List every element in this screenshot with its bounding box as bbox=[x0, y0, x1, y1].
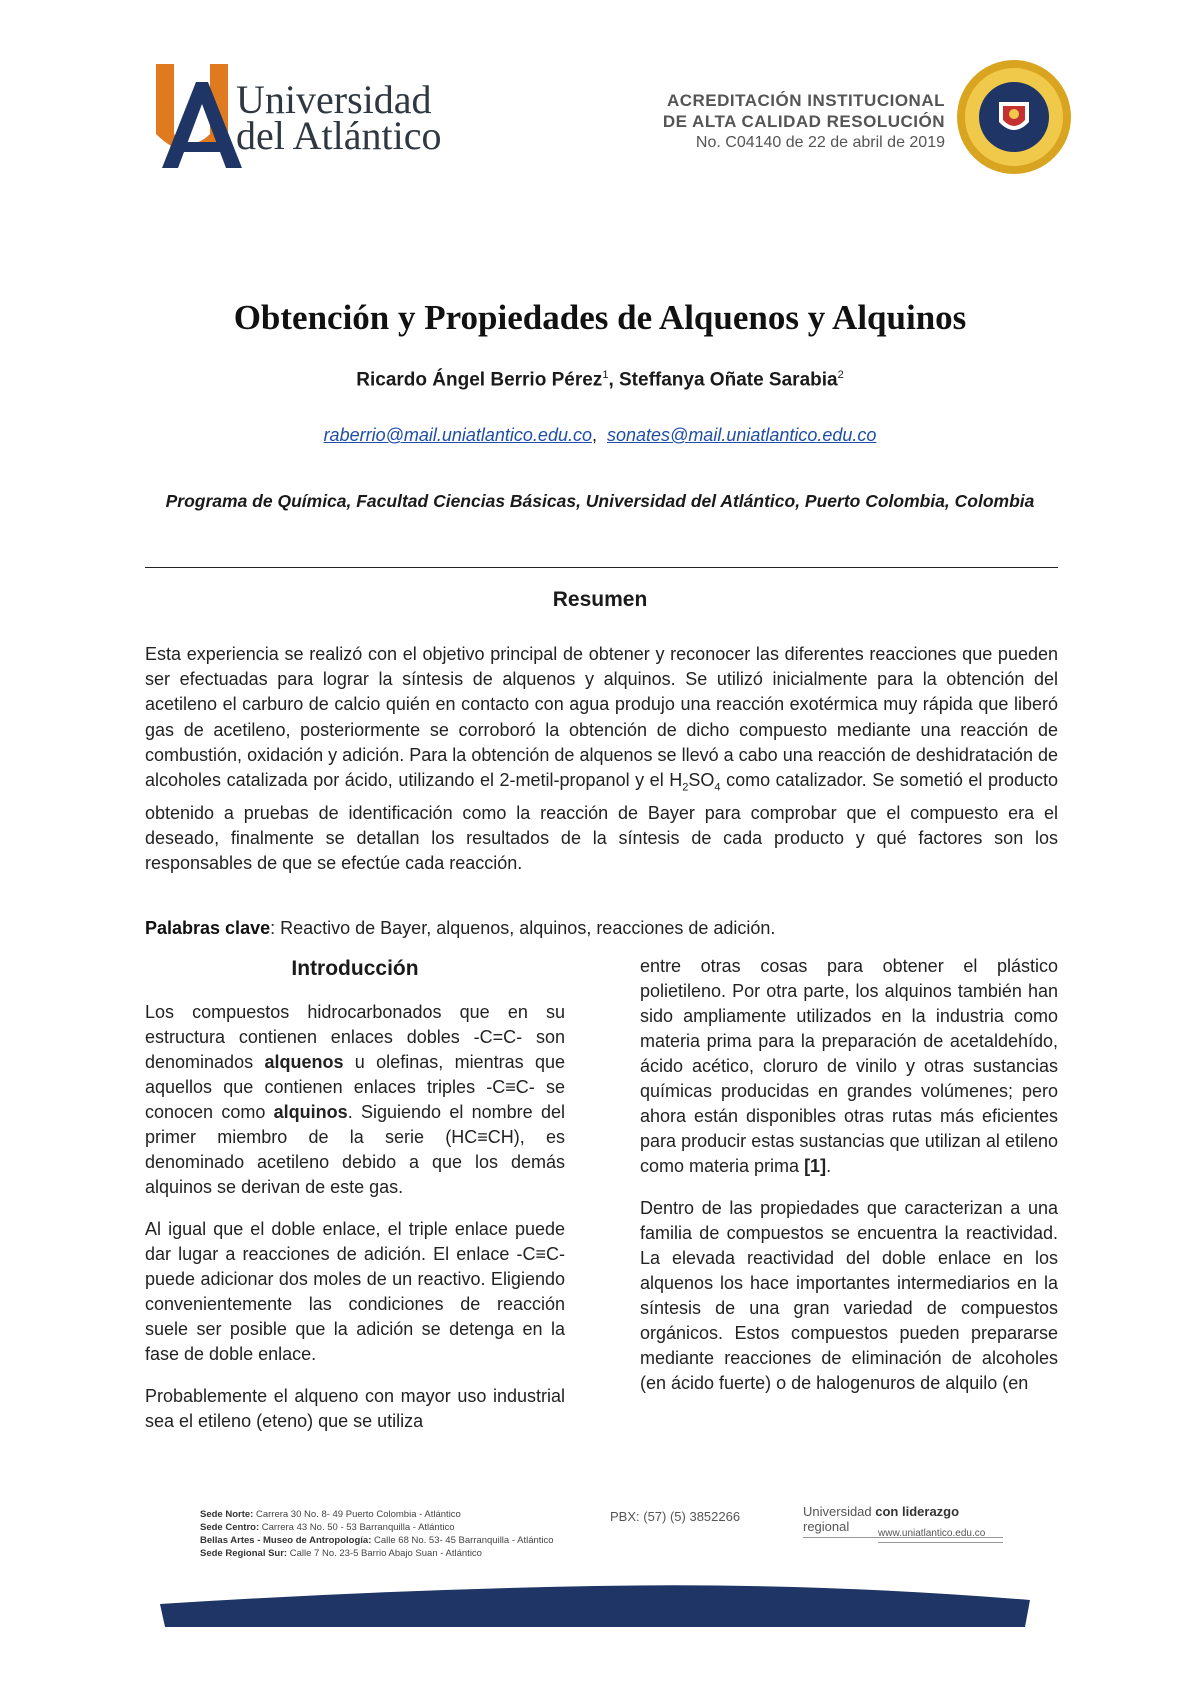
right-column bbox=[640, 954, 1058, 1413]
footer-pbx: PBX: (57) (5) 3852266 bbox=[610, 1509, 741, 1524]
accreditation-line2: DE ALTA CALIDAD RESOLUCIÓN bbox=[662, 112, 945, 131]
right-paragraph-2: Dentro de las propiedades que caracterizan a una familia de compuestos se encuentra la reactividad. La elevada reactividad del doble enlace en los alquenos los hace importantes intermediarios en la síntesis de una gran variedad de compuestos orgánicos. Estos compuestos pueden prepararse mediante reacciones de eliminación de alcoholes (en ácido fuerte) o de halogenuros de alquilo (en bbox=[640, 1198, 1058, 1393]
author-1: Ricardo Ángel Berrio Pérez bbox=[356, 369, 603, 391]
paper-title: Obtención y Propiedades de Alquenos y Alquinos bbox=[233, 298, 967, 337]
abstract-formula: $H_2SO_4$ bbox=[669, 770, 721, 794]
footer-wave bbox=[160, 1582, 1030, 1627]
author-2-sup: 2 bbox=[837, 369, 844, 381]
accreditation-line1: ACREDITACIÓN INSTITUCIONAL bbox=[666, 91, 945, 110]
citation-ref[interactable]: [1] bbox=[804, 1156, 827, 1176]
footer-website[interactable]: www.uniatlantico.edu.co bbox=[878, 1528, 1003, 1543]
footer-addresses: Sede Norte: Carrera 30 No. 8- 49 Puerto Colombia - Atlántico Sede Centro: Carrera 43 No. 50 - 53 Barranquilla - Atlántico Bellas Artes - Museo de Antropología: Calle 68 No. 53- 45 Barranquilla - Atlántico Sede Regional Sur: Calle 7 No. 23-5 Barrio Abajo Suan - Atlántico bbox=[200, 1509, 554, 1559]
accreditation-block bbox=[640, 90, 945, 153]
email-link-2[interactable]: sonates@mail.uniatlantico.edu.co bbox=[607, 425, 877, 445]
intro-paragraph-3: Probablemente el alqueno con mayor uso industrial sea el etileno (eteno) que se utiliza bbox=[145, 1386, 565, 1431]
author-1-sup: 1 bbox=[602, 369, 609, 381]
abstract bbox=[145, 642, 1058, 876]
intro-heading: Introducción bbox=[291, 957, 419, 980]
keywords-label: Palabras clave bbox=[145, 918, 271, 938]
university-line2: del Atlántico bbox=[236, 113, 442, 158]
email-link-1[interactable]: raberrio@mail.uniatlantico.edu.co bbox=[323, 425, 592, 445]
intro-paragraph-1: Los compuestos hidrocarbonados que en su estructura contienen enlaces dobles -C=C- son denominados alquenos u olefinas, mientras que aquellos que contienen enlaces triples -C≡C- se conocen como alquinos. Siguiendo el nombre del primer miembro de la serie (HC≡CH), es denominado acetileno debido a que los demás alquinos se derivan de este gas. bbox=[145, 1002, 565, 1197]
left-column bbox=[145, 1000, 565, 1451]
emails: raberrio@mail.uniatlantico.edu.co, sonates@mail.uniatlantico.edu.co bbox=[323, 425, 877, 445]
right-paragraph-1: entre otras cosas para obtener el plástico polietileno. Por otra parte, los alquinos también han sido ampliamente utilizados en la industria como materia prima para la preparación de acetaldehído, ácido acético, cloruro de vinilo y otras sustancias químicas producidas en grandes volúmenes; pero ahora están disponibles otras rutas más eficientes para producir estas sustancias que utilizan al etileno como materia prima [1]. bbox=[640, 956, 1058, 1176]
accreditation-line3: No. C04140 de 22 de abril de 2019 bbox=[695, 134, 945, 151]
intro-paragraph-2: Al igual que el doble enlace, el triple enlace puede dar lugar a reacciones de adición. El enlace -C≡C- puede adicionar dos moles de un reactivo. Eligiendo convenientemente las condiciones de reacción suele ser posible que la adición se detenga en la fase de doble enlace. bbox=[145, 1219, 565, 1364]
author-2: Steffanya Oñate Sarabia bbox=[619, 369, 838, 391]
term-alquenos: alquenos bbox=[264, 1052, 344, 1072]
abstract-part1: Esta experiencia se realizó con el objetivo principal de obtener y reconocer las diferentes reacciones que pueden ser efectuadas para lograr la síntesis de alquenos y alquinos. Se utilizó inicialmente para la obtención del acetileno el carburo de calcio quién en contacto con agua produjo una reacción exotérmica muy rápida que liberó gas de acetileno, posteriormente se corroboró la obtención de dicho compuesto mediante una reacción de combustión, oxidación y adición. Para la obtención de alquenos se llevó a cabo una reacción de deshidratación de alcoholes catalizada por ácido, utilizando el 2-metil-propanol y el bbox=[145, 644, 1058, 791]
abstract-part2: como catalizador. Se sometió el producto obtenido a pruebas de identificación como la reacción de Bayer para comprobar que el compuesto era el deseado, finalmente se detallan los resultados de la síntesis de cada producto y qué factores son los responsables de que se efectúe cada reacción. bbox=[145, 770, 1058, 874]
keywords bbox=[145, 918, 1058, 939]
university-name bbox=[236, 77, 442, 158]
abstract-heading: Resumen bbox=[552, 588, 648, 611]
affiliation: Programa de Química, Facultad Ciencias Básicas, Universidad del Atlántico, Puerto Colombia, Colombia bbox=[165, 491, 1035, 511]
footer-slogan: Universidad con liderazgo regional bbox=[803, 1504, 1003, 1538]
authors: Ricardo Ángel Berrio Pérez$^1$, Steffanya Oñate Sarabia$^2$ bbox=[356, 369, 844, 391]
divider bbox=[145, 567, 1058, 568]
keywords-text: : Reactivo de Bayer, alquenos, alquinos, reacciones de adición. bbox=[270, 918, 776, 938]
university-line1: Universidad bbox=[236, 77, 432, 122]
accreditation-seal-icon bbox=[955, 58, 1073, 176]
term-alquinos: alquinos bbox=[273, 1102, 348, 1122]
